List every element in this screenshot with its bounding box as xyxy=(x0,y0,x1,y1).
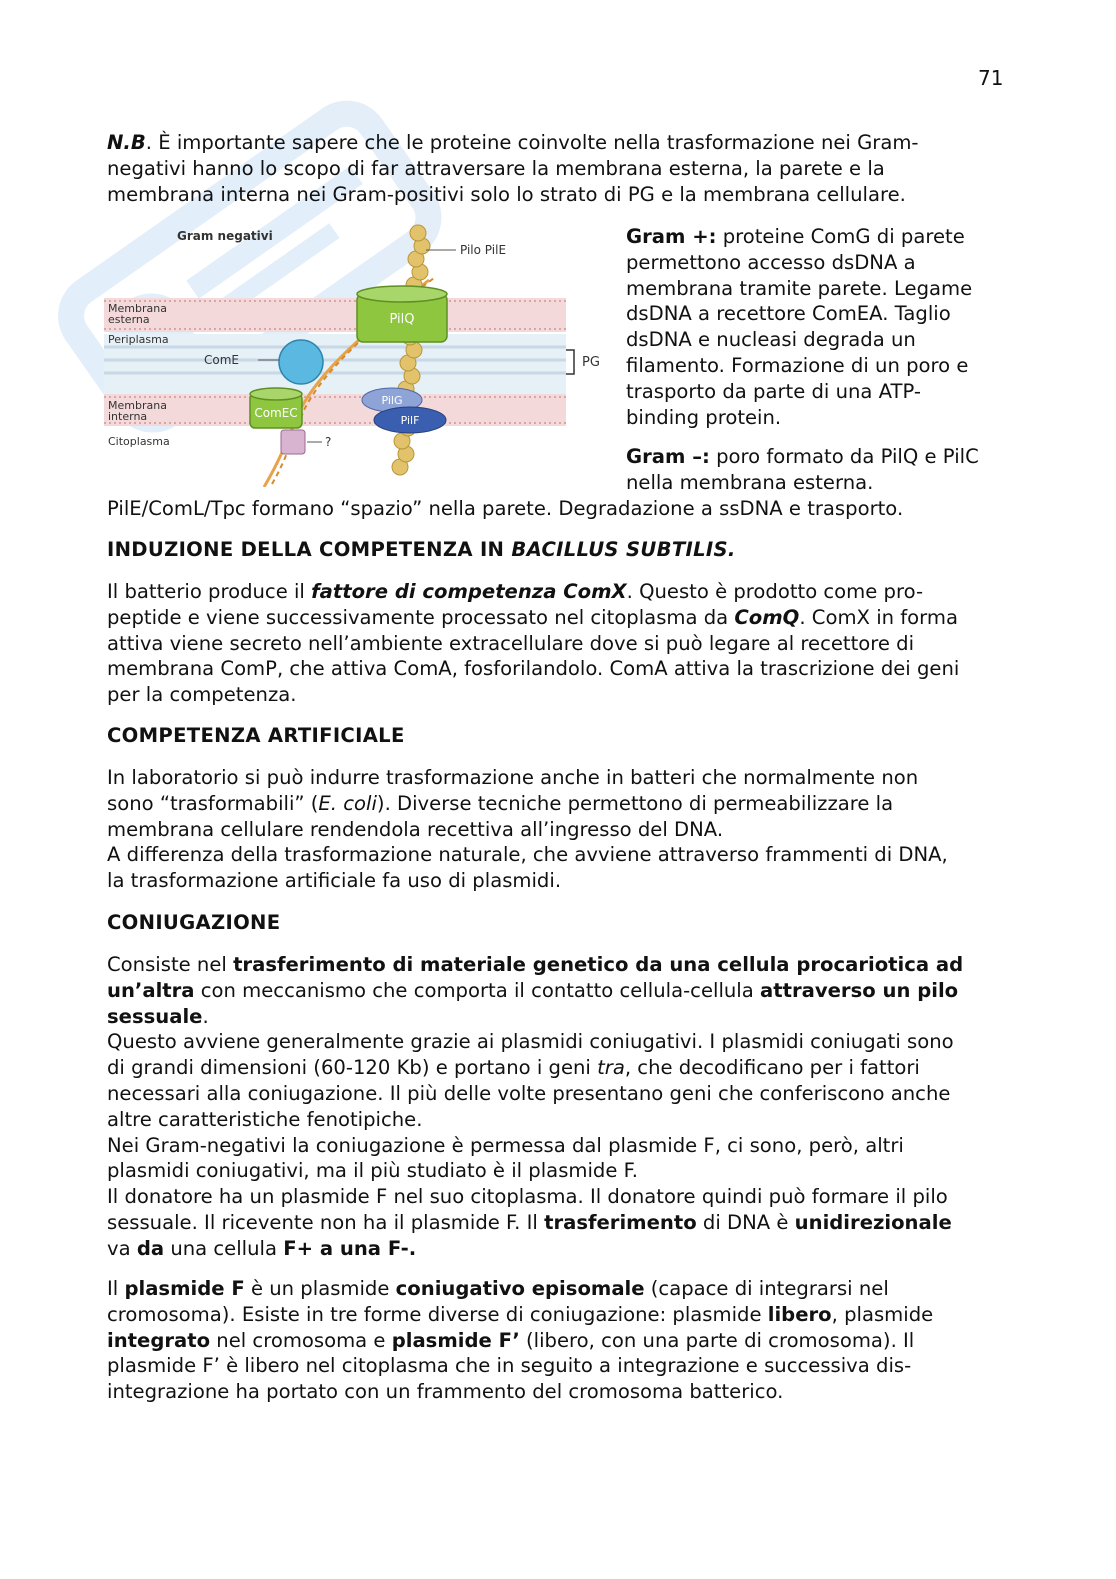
paragraph-coniugazione-1: Consiste nel trasferimento di materiale genetico da una cellula procariotica ad un’altra con meccanismo che comporta il contatto cellula-cellula attraverso un pilo sessuale. Questo avviene generalmente grazie ai plasmidi coniugativi. I plasmidi coniugati sono di grandi dimensioni (60-120 Kb) e portano i geni tra, che decodificano per i fattori necessari alla coniugazione. Il più delle volte presentano geni che conferiscono anche altre caratteristiche fenotipiche. Nei Gram-negativi la coniugazione è permessa dal plasmide F, ci sono, però, altri plasmidi coniugativi, ma il più studiato è il plasmide F. Il donatore ha un plasmide F nel suo citoplasma. Il donatore quindi può formare il pilo sessuale. Il ricevente non ha il plasmide F. Il trasferimento di DNA è unidirezionale va da una cellula F+ a una F-. xyxy=(107,953,964,1260)
comec-protein xyxy=(250,388,302,428)
svg-text:PilF: PilF xyxy=(400,414,420,427)
pg-label: PG xyxy=(582,355,600,370)
inner-membrane-label-2: interna xyxy=(108,410,148,423)
question-mark: ? xyxy=(325,435,332,449)
nb-label: N.B xyxy=(107,131,146,154)
heading-induzione: INDUZIONE DELLA COMPETENZA IN BACILLUS SUBTILIS. xyxy=(107,538,736,561)
gram-plus-label: Gram +: xyxy=(626,225,717,248)
come-label: ComE xyxy=(204,353,239,367)
pilo-label: Pilo PilE xyxy=(460,243,507,257)
svg-text:PilG: PilG xyxy=(381,394,403,407)
gram-negative-diagram xyxy=(104,222,614,487)
periplasm-label: Periplasma xyxy=(108,333,169,346)
cytoplasm-label: Citoplasma xyxy=(108,435,170,448)
gram-minus-continuation: PilE/ComL/Tpc formano “spazio” nella parete. Degradazione a ssDNA e trasporto. xyxy=(107,497,904,520)
svg-text:PilQ: PilQ xyxy=(389,312,415,327)
heading-coniugazione: CONIUGAZIONE xyxy=(107,911,281,934)
gram-minus-label: Gram –: xyxy=(626,445,710,468)
pilf-protein xyxy=(374,407,446,433)
figure-title: Gram negativi xyxy=(177,229,273,243)
heading-competenza-artificiale: COMPETENZA ARTIFICIALE xyxy=(107,724,405,747)
svg-text:ComEC: ComEC xyxy=(254,406,298,420)
page-number: 71 xyxy=(978,66,1004,90)
outer-membrane xyxy=(104,298,566,332)
paragraph-artificiale: In laboratorio si può indurre trasformazione anche in batteri che normalmente non sono “trasformabili” (E. coli). Diverse tecniche permettono di permeabilizzare la membrana cellulare rendendola recettiva all’ingresso del DNA. A differenza della trasformazione naturale, che avviene attraverso frammenti di DNA, la trasformazione artificiale fa uso di plasmidi. xyxy=(107,766,948,893)
pg-bracket xyxy=(566,350,574,374)
gram-minus-paragraph: Gram –: poro formato da PilQ e PilC nella membrana esterna. xyxy=(626,445,979,494)
inner-membrane-label-1: Membrana xyxy=(108,399,167,412)
pilq-protein xyxy=(357,286,447,342)
nb-paragraph: N.B. È importante sapere che le proteine coinvolte nella trasformazione nei Gram- negativi hanno lo scopo di far attraversare la membrana esterna, la parete e la membrana interna nei Gram-positivi solo lo strato di PG e la membrana cellulare. xyxy=(107,131,919,206)
inner-membrane xyxy=(104,394,566,426)
unknown-protein xyxy=(281,430,305,454)
gram-plus-paragraph: Gram +: proteine ComG di parete permettono accesso dsDNA a membrana tramite parete. Legame dsDNA a recettore ComEA. Taglio dsDNA e nucleasi degrada un filamento. Formazione di un poro e trasporto da parte di una ATP- binding protein. xyxy=(626,225,973,429)
paragraph-plasmide-f: Il plasmide F è un plasmide coniugativo episomale (capace di integrarsi nel cromosoma). Esiste in tre forme diverse di coniugazione: plasmide libero, plasmide integrato nel cromosoma e plasmide F’ (libero, con una parte di cromosoma). Il plasmide F’ è libero nel citoplasma che in seguito a integrazione e successiva dis- integrazione ha portato con un frammento del cromosoma batterico. xyxy=(107,1277,934,1404)
outer-membrane-label-2: esterna xyxy=(108,313,150,326)
paragraph-induzione: Il batterio produce il fattore di competenza ComX. Questo è prodotto come pro- peptide e viene successivamente processato nel citoplasma da ComQ. ComX in forma attiva viene secreto nell’ambiente extracellulare dove si può legare al recettore di membrana ComP, che attiva ComA, fosforilandolo. ComA attiva la trascrizione dei geni per la competenza. xyxy=(107,580,960,707)
outer-membrane-label-1: Membrana xyxy=(108,302,167,315)
